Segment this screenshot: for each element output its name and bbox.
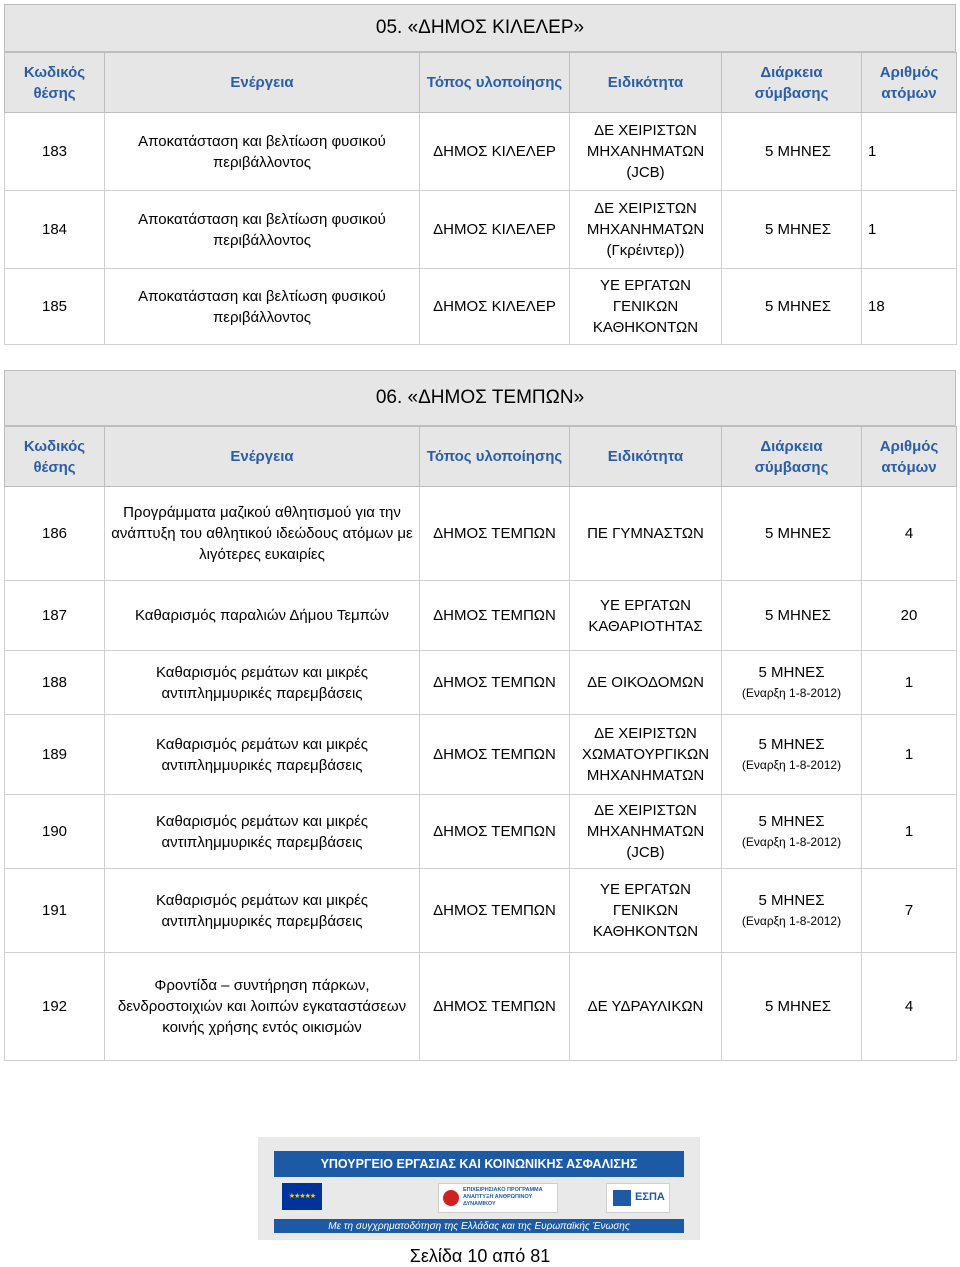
cell-duration: 5 ΜΗΝΕΣ <box>722 113 862 191</box>
duration-value: 5 ΜΗΝΕΣ <box>758 891 825 909</box>
cell-count: 7 <box>862 869 957 953</box>
cell-code: 183 <box>5 113 105 191</box>
section-tempon <box>4 370 956 1061</box>
cell-action: Καθαρισμός παραλιών Δήμου Τεμπών <box>105 581 420 651</box>
cell-action: Καθαρισμός ρεμάτων και μικρές αντιπλημμυρικές παρεμβάσεις <box>105 795 420 869</box>
operational-program-logo <box>438 1183 558 1213</box>
eu-flag-icon: ★★★★★ <box>282 1183 322 1210</box>
funding-banner <box>258 1137 700 1240</box>
cell-count: 1 <box>862 715 957 795</box>
table-row <box>5 651 957 715</box>
cell-duration: 5 ΜΗΝΕΣ <box>722 487 862 581</box>
cell-duration <box>722 715 862 795</box>
espa-text: ΕΣΠΑ <box>635 1191 665 1203</box>
cell-spec: ΠΕ ΓΥΜΝΑΣΤΩΝ <box>570 487 722 581</box>
espa-icon <box>613 1190 631 1206</box>
col-count-header: Αριθμός ατόμων <box>862 427 957 487</box>
cell-spec: ΔΕ ΧΕΙΡΙΣΤΩΝ ΜΗΧΑΝΗΜΑΤΩΝ (Γκρέιντερ)) <box>570 191 722 269</box>
cell-count: 4 <box>862 487 957 581</box>
start-date: (Εναρξη 1-8-2012) <box>741 834 842 849</box>
positions-table <box>4 426 957 1061</box>
cell-action: Καθαρισμός ρεμάτων και μικρές αντιπλημμυρικές παρεμβάσεις <box>105 715 420 795</box>
col-spec-header: Ειδικότητα <box>570 53 722 113</box>
cell-spec: ΔΕ ΧΕΙΡΙΣΤΩΝ ΜΗΧΑΝΗΜΑΤΩΝ (JCB) <box>570 113 722 191</box>
cell-duration <box>722 795 862 869</box>
cell-count: 4 <box>862 953 957 1061</box>
cell-count: 20 <box>862 581 957 651</box>
cell-place: ΔΗΜΟΣ ΤΕΜΠΩΝ <box>420 795 570 869</box>
cell-spec: ΔΕ ΧΕΙΡΙΣΤΩΝ ΧΩΜΑΤΟΥΡΓΙΚΩΝ ΜΗΧΑΝΗΜΑΤΩΝ <box>570 715 722 795</box>
col-place-header: Τόπος υλοποίησης <box>420 427 570 487</box>
table-row <box>5 795 957 869</box>
cell-code: 185 <box>5 269 105 345</box>
cell-place: ΔΗΜΟΣ ΤΕΜΠΩΝ <box>420 487 570 581</box>
duration-value: 5 ΜΗΝΕΣ <box>758 812 825 830</box>
table-row <box>5 581 957 651</box>
col-duration-header: Διάρκεια σύμβασης <box>722 53 862 113</box>
cell-action: Αποκατάσταση και βελτίωση φυσικού περιβάλλοντος <box>105 269 420 345</box>
table-header-row <box>5 53 957 113</box>
cell-spec: ΥΕ ΕΡΓΑΤΩΝ ΚΑΘΑΡΙΟΤΗΤΑΣ <box>570 581 722 651</box>
start-date: (Εναρξη 1-8-2012) <box>741 757 842 772</box>
start-date: (Εναρξη 1-8-2012) <box>741 913 842 928</box>
cell-code: 189 <box>5 715 105 795</box>
cell-count: 1 <box>862 191 957 269</box>
section-kilelers <box>4 4 956 345</box>
cell-action: Αποκατάσταση και βελτίωση φυσικού περιβάλλοντος <box>105 113 420 191</box>
cell-spec: ΔΕ ΧΕΙΡΙΣΤΩΝ ΜΗΧΑΝΗΜΑΤΩΝ (JCB) <box>570 795 722 869</box>
col-code-header: Κωδικός θέσης <box>5 427 105 487</box>
cell-code: 184 <box>5 191 105 269</box>
col-duration-header: Διάρκεια σύμβασης <box>722 427 862 487</box>
start-date: (Εναρξη 1-8-2012) <box>741 685 842 700</box>
table-row <box>5 953 957 1061</box>
cell-action: Καθαρισμός ρεμάτων και μικρές αντιπλημμυρικές παρεμβάσεις <box>105 869 420 953</box>
cell-duration: 5 ΜΗΝΕΣ <box>722 581 862 651</box>
table-row <box>5 191 957 269</box>
cell-action: Καθαρισμός ρεμάτων και μικρές αντιπλημμυρικές παρεμβάσεις <box>105 651 420 715</box>
cell-duration <box>722 651 862 715</box>
section-title: 06. «ΔΗΜΟΣ ΤΕΜΠΩΝ» <box>4 370 956 426</box>
table-row <box>5 869 957 953</box>
cell-code: 192 <box>5 953 105 1061</box>
duration-value: 5 ΜΗΝΕΣ <box>758 663 825 681</box>
cell-spec: ΥΕ ΕΡΓΑΤΩΝ ΓΕΝΙΚΩΝ ΚΑΘΗΚΟΝΤΩΝ <box>570 269 722 345</box>
cell-count: 18 <box>862 269 957 345</box>
cell-place: ΔΗΜΟΣ ΤΕΜΠΩΝ <box>420 953 570 1061</box>
cell-action: Φροντίδα – συντήρηση πάρκων, δενδροστοιχιών και λοιπών εγκαταστάσεων κοινής χρήσης εντός οικισμών <box>105 953 420 1061</box>
cell-place: ΔΗΜΟΣ ΚΙΛΕΛΕΡ <box>420 269 570 345</box>
cell-duration: 5 ΜΗΝΕΣ <box>722 953 862 1061</box>
page-number: Σελίδα 10 από 81 <box>409 1246 551 1266</box>
cell-code: 190 <box>5 795 105 869</box>
cell-code: 186 <box>5 487 105 581</box>
table-row <box>5 715 957 795</box>
cell-duration: 5 ΜΗΝΕΣ <box>722 191 862 269</box>
cell-code: 188 <box>5 651 105 715</box>
table-row <box>5 269 957 345</box>
cell-duration: 5 ΜΗΝΕΣ <box>722 269 862 345</box>
col-count-header: Αριθμός ατόμων <box>862 53 957 113</box>
col-action-header: Ενέργεια <box>105 427 420 487</box>
col-place-header: Τόπος υλοποίησης <box>420 53 570 113</box>
table-row <box>5 487 957 581</box>
cell-place: ΔΗΜΟΣ ΤΕΜΠΩΝ <box>420 715 570 795</box>
cell-spec: ΔΕ ΥΔΡΑΥΛΙΚΩΝ <box>570 953 722 1061</box>
cell-action: Προγράμματα μαζικού αθλητισμού για την ανάπτυξη του αθλητικού ιδεώδους ατόμων με λιγότερες ευκαιρίες <box>105 487 420 581</box>
cell-place: ΔΗΜΟΣ ΚΙΛΕΛΕΡ <box>420 113 570 191</box>
program-text: ΕΠΙΧΕΙΡΗΣΙΑΚΟ ΠΡΟΓΡΑΜΜΑ ΑΝΑΠΤΥΞΗ ΑΝΘΡΩΠΙΝΟΥ ΔΥΝΑΜΙΚΟΥ <box>463 1187 543 1207</box>
section-title: 05. «ΔΗΜΟΣ ΚΙΛΕΛΕΡ» <box>4 4 956 52</box>
cell-place: ΔΗΜΟΣ ΤΕΜΠΩΝ <box>420 581 570 651</box>
cell-count: 1 <box>862 113 957 191</box>
col-action-header: Ενέργεια <box>105 53 420 113</box>
espa-logo <box>606 1183 670 1213</box>
cell-action: Αποκατάσταση και βελτίωση φυσικού περιβάλλοντος <box>105 191 420 269</box>
cell-place: ΔΗΜΟΣ ΚΙΛΕΛΕΡ <box>420 191 570 269</box>
positions-table <box>4 52 957 345</box>
duration-value: 5 ΜΗΝΕΣ <box>758 735 825 753</box>
program-logo-icon <box>443 1190 459 1206</box>
cell-code: 191 <box>5 869 105 953</box>
col-code-header: Κωδικός θέσης <box>5 53 105 113</box>
ministry-title: ΥΠΟΥΡΓΕΙΟ ΕΡΓΑΣΙΑΣ ΚΑΙ ΚΟΙΝΩΝΙΚΗΣ ΑΣΦΑΛΙΣΗΣ <box>274 1151 684 1177</box>
funding-text: Με τη συγχρηματοδότηση της Ελλάδας και της Ευρωπαϊκής Ένωσης <box>274 1219 684 1233</box>
cell-place: ΔΗΜΟΣ ΤΕΜΠΩΝ <box>420 651 570 715</box>
cell-spec: ΥΕ ΕΡΓΑΤΩΝ ΓΕΝΙΚΩΝ ΚΑΘΗΚΟΝΤΩΝ <box>570 869 722 953</box>
cell-duration <box>722 869 862 953</box>
cell-code: 187 <box>5 581 105 651</box>
col-spec-header: Ειδικότητα <box>570 427 722 487</box>
table-header-row <box>5 427 957 487</box>
table-row <box>5 113 957 191</box>
cell-count: 1 <box>862 651 957 715</box>
cell-count: 1 <box>862 795 957 869</box>
cell-spec: ΔΕ ΟΙΚΟΔΟΜΩΝ <box>570 651 722 715</box>
cell-place: ΔΗΜΟΣ ΤΕΜΠΩΝ <box>420 869 570 953</box>
